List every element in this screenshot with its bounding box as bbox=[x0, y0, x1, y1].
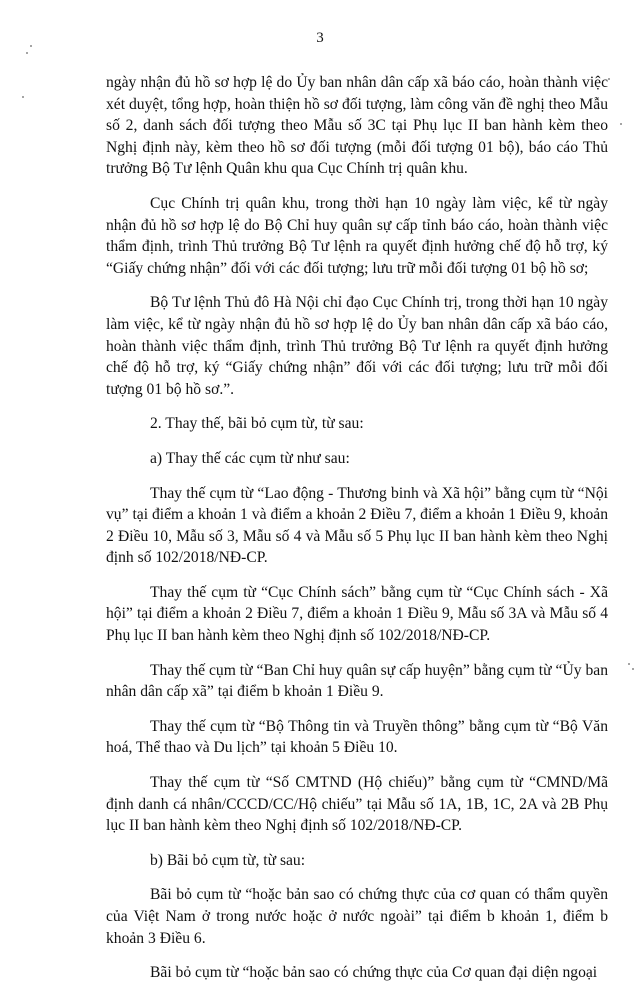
paragraph-military-region: Cục Chính trị quân khu, trong thời hạn 10 ngày làm việc, kể từ ngày nhận đủ hồ sơ hợp lệ do Bộ Chỉ huy quân sự cấp tỉnh báo cáo, hoàn thành việc thẩm định, trình Thủ trưởng Bộ Tư lệnh ra quyết định hưởng chế độ hỗ trợ, ký “Giấy chứng nhận” đối với các đối tượng; lưu trữ mỗi đối tượng 01 bộ hồ sơ; bbox=[106, 194, 608, 277]
section-heading-replace-repeal: 2. Thay thế, bãi bỏ cụm từ, từ sau: bbox=[150, 415, 364, 433]
scan-speck bbox=[628, 663, 630, 665]
scan-speck bbox=[632, 668, 634, 670]
scan-speck bbox=[30, 45, 32, 47]
paragraph-replace-ministry-info: Thay thế cụm từ “Bộ Thông tin và Truyền thông” bằng cụm từ “Bộ Văn hoá, Thể thao và Du lịch” tại khoản 5 Điều 10. bbox=[106, 717, 608, 757]
paragraph-replace-district-command: Thay thế cụm từ “Ban Chỉ huy quân sự cấp huyện” bằng cụm từ “Ủy ban nhân dân cấp xã” tại điểm b khoản 1 Điều 9. bbox=[106, 661, 608, 701]
document-body bbox=[106, 72, 608, 997]
page-number: 3 bbox=[316, 30, 324, 46]
paragraph-replace-id-number: Thay thế cụm từ “Số CMTND (Hộ chiếu)” bằng cụm từ “CMND/Mã định danh cá nhân/CCCD/CC/Hộ chiếu” tại Mẫu số 1A, 1B, 1C, 2A và 2B Phụ lục II ban hành kèm theo Nghị định số 102/2018/NĐ-CP. bbox=[106, 774, 608, 835]
subsection-heading-replace: a) Thay thế các cụm từ như sau: bbox=[150, 449, 350, 467]
scan-speck bbox=[22, 96, 24, 98]
subsection-heading-repeal: b) Bãi bỏ cụm từ, từ sau: bbox=[150, 851, 306, 869]
paragraph-repeal-representative: Bãi bỏ cụm từ “hoặc bản sao có chứng thực của Cơ quan đại diện ngoại bbox=[150, 964, 598, 982]
scan-speck bbox=[608, 78, 610, 80]
paragraph-replace-policy-dept: Thay thế cụm từ “Cục Chính sách” bằng cụm từ “Cục Chính sách - Xã hội” tại điểm a khoản 2 Điều 7, điểm a khoản 1 Điều 9, Mẫu số 3A và Mẫu số 4 Phụ lục II ban hành kèm theo Nghị định số 102/2018/NĐ-CP. bbox=[106, 583, 608, 645]
paragraph-repeal-certified-copy: Bãi bỏ cụm từ “hoặc bản sao có chứng thực của cơ quan có thẩm quyền của Việt Nam ở trong nước hoặc ở nước ngoài” tại điểm b khoản 1, điểm b khoản 3 Điều 6. bbox=[106, 886, 608, 947]
paragraph-replace-labor: Thay thế cụm từ “Lao động - Thương binh và Xã hội” bằng cụm từ “Nội vụ” tại điểm a khoản 1 và điểm a khoản 2 Điều 7, điểm a khoản 1 Điều 9, khoản 2 Điều 10, Mẫu số 3, Mẫu số 4 và Mẫu số 5 Phụ lục II ban hành kèm theo Nghị định số 102/2018/NĐ-CP. bbox=[106, 484, 608, 567]
paragraph-continuation: ngày nhận đủ hồ sơ hợp lệ do Ủy ban nhân dân cấp xã báo cáo, hoàn thành việc xét duyệt, tổng hợp, hoàn thiện hồ sơ đối tượng, làm công văn đề nghị theo Mẫu số 2, danh sách đối tượng theo Mẫu số 3C tại Phụ lục II ban hành kèm theo Nghị định này, kèm theo hồ sơ đối tượng (mỗi đối tượng 01 bộ), báo cáo Thủ trưởng Bộ Tư lệnh Quân khu qua Cục Chính trị quân khu. bbox=[106, 74, 608, 178]
paragraph-hanoi-command: Bộ Tư lệnh Thủ đô Hà Nội chỉ đạo Cục Chính trị, trong thời hạn 10 ngày làm việc, kể từ ngày nhận đủ hồ sơ hợp lệ do Ủy ban nhân dân cấp xã báo cáo, hoàn thành việc thẩm định, trình Thủ trưởng Bộ Tư lệnh ra quyết định hưởng chế độ hỗ trợ, ký “Giấy chứng nhận” đối với các đối tượng; lưu trữ mỗi đối tượng 01 bộ hồ sơ.”. bbox=[106, 294, 608, 398]
scan-speck bbox=[620, 123, 622, 125]
scan-speck bbox=[26, 52, 28, 54]
